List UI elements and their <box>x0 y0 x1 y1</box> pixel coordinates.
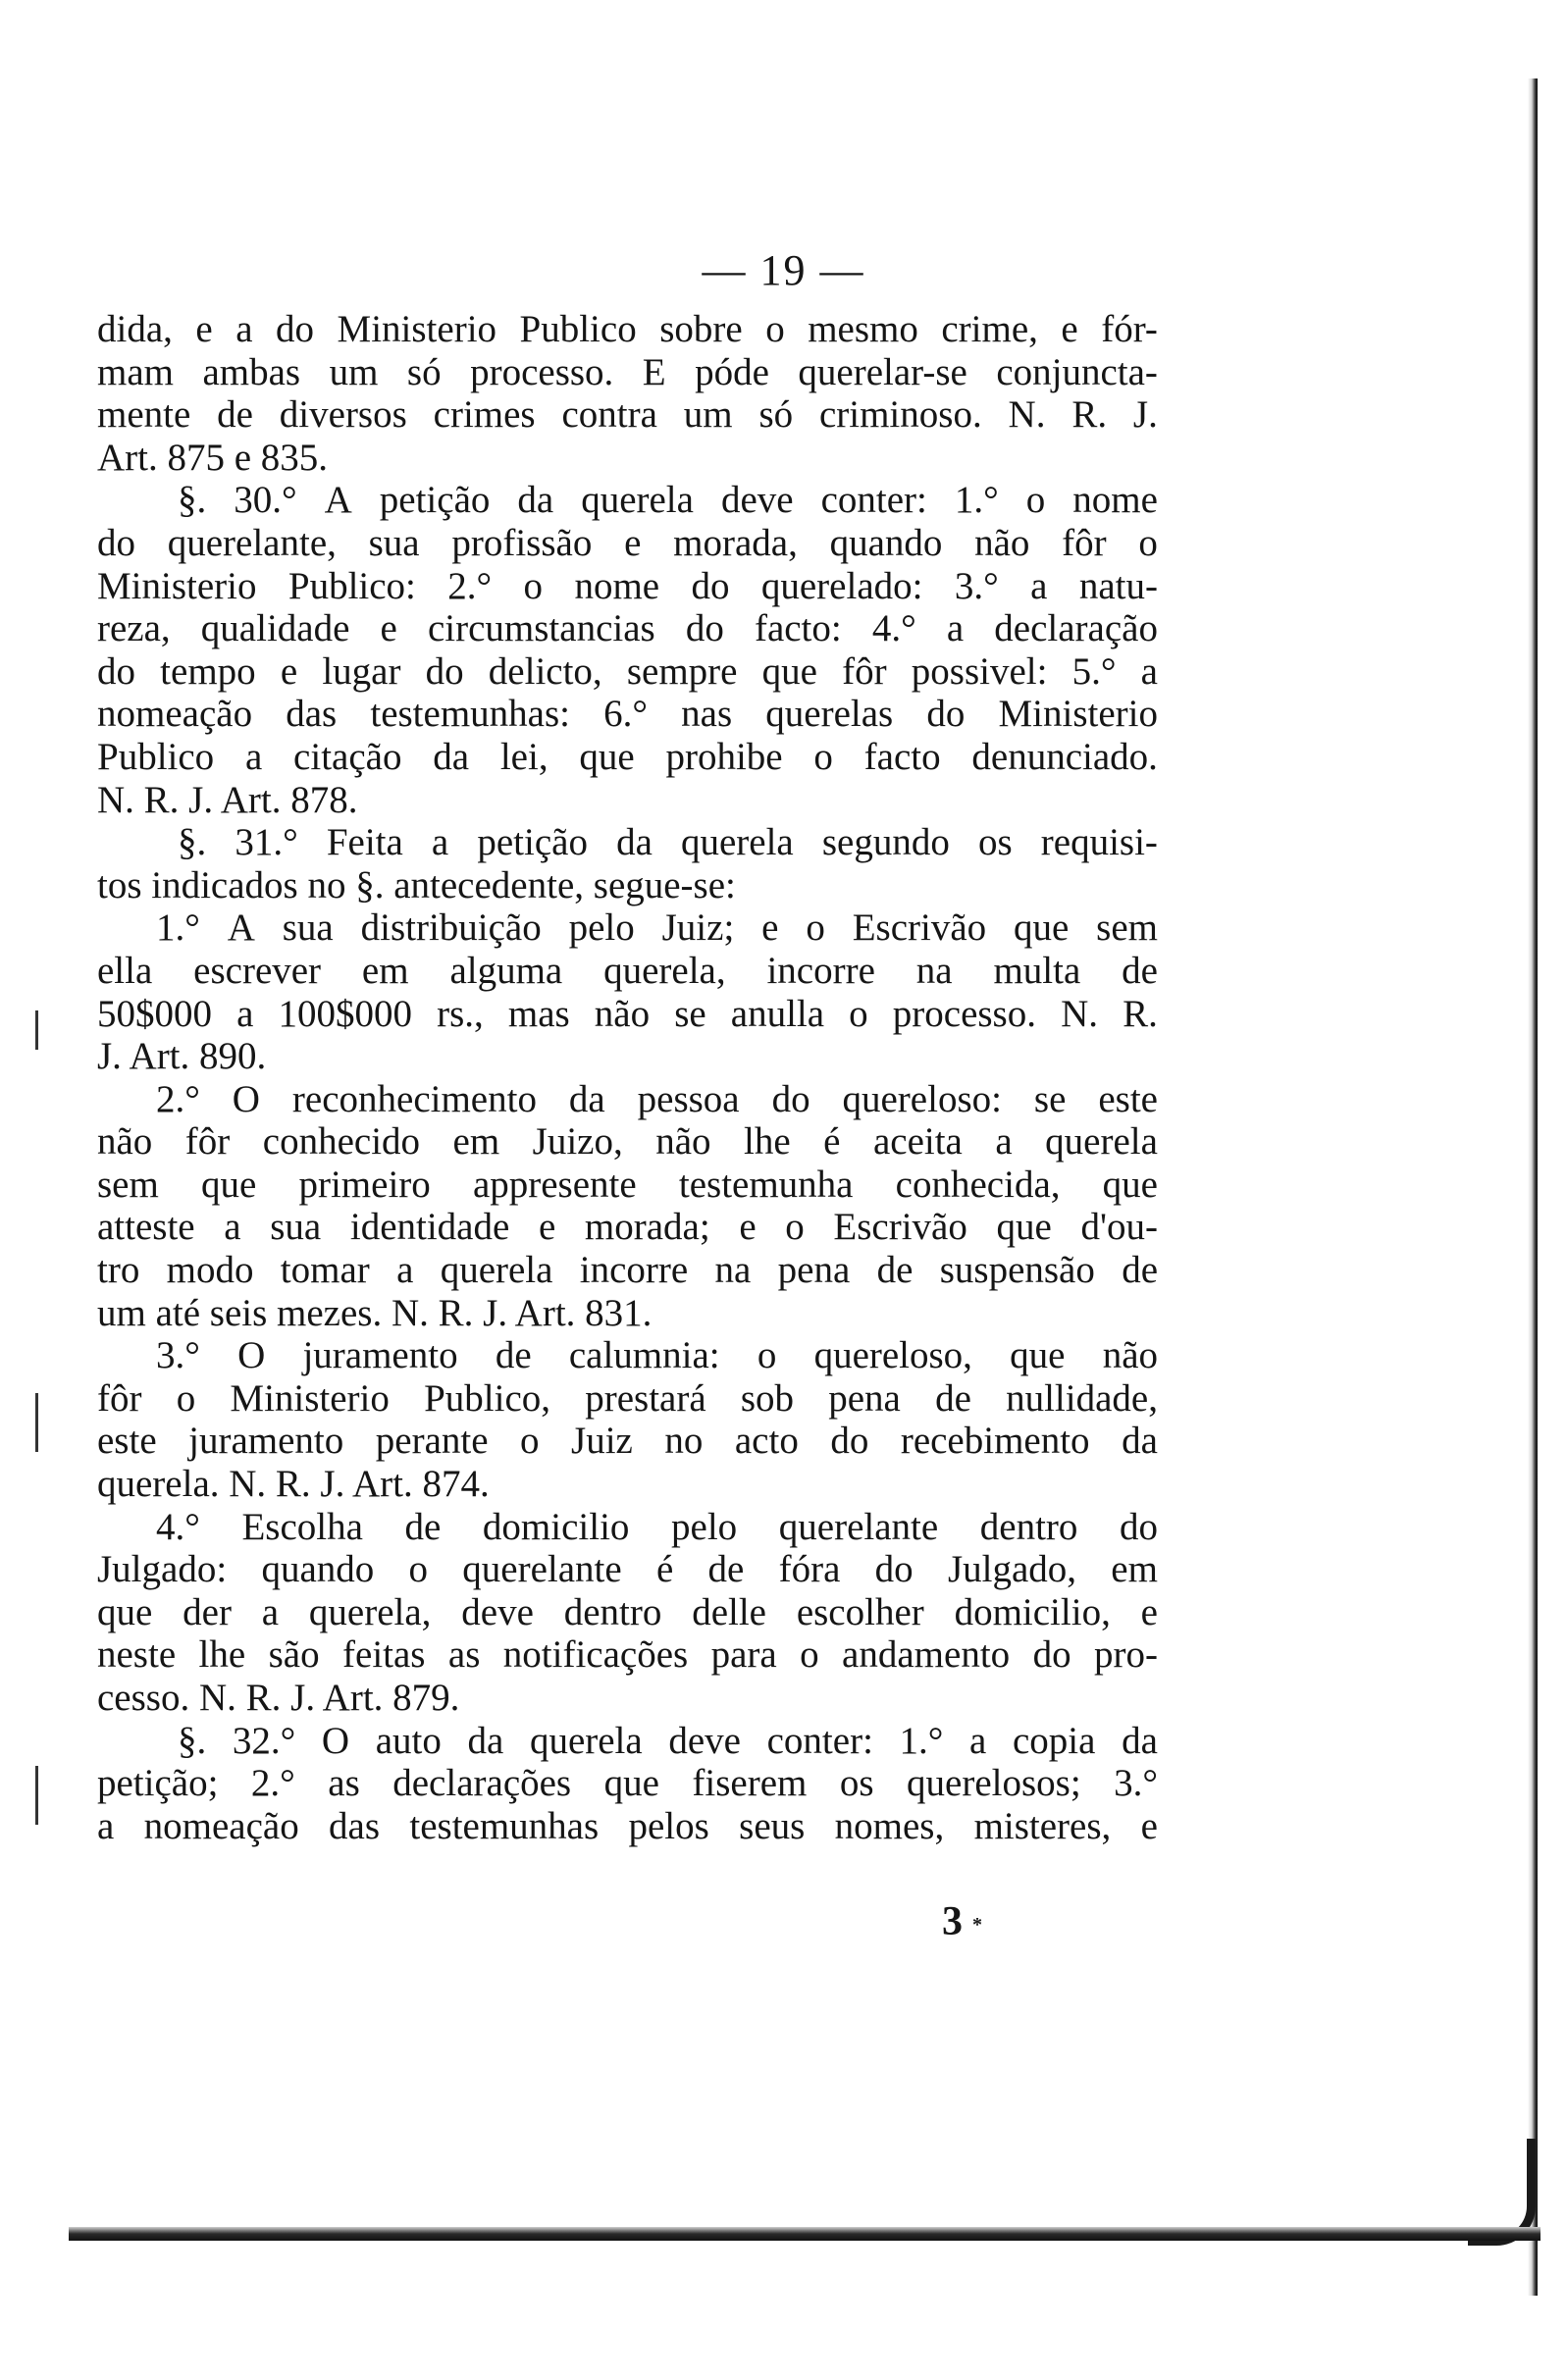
text-line: que der a querela, deve dentro delle escolher domicilio, e <box>97 1590 1158 1633</box>
scan-edge-bottom <box>69 2227 1541 2241</box>
section-32-start: §. 32.° O auto da querela deve conter: 1.° a copia da <box>178 1719 1158 1762</box>
item-3-start: 3.° O juramento de calumnia: o quereloso, que não <box>156 1334 1158 1377</box>
text-line: fôr o Ministerio Publico, prestará sob pena de nullidade, <box>97 1376 1158 1420</box>
text-line: este juramento perante o Juiz no acto do recebimento da <box>97 1420 1158 1463</box>
text-line: não fôr conhecido em Juizo, não lhe é aceita a querela <box>97 1120 1158 1164</box>
text-line: Publico a citação da lei, que prohibe o facto denunciado. <box>97 735 1158 778</box>
text-line: querela. N. R. J. Art. 874. <box>97 1463 490 1506</box>
text-line: N. R. J. Art. 878. <box>97 778 358 821</box>
item-2-start: 2.° O reconhecimento da pessoa do quereloso: se este <box>156 1077 1158 1120</box>
text-line: Ministerio Publico: 2.° o nome do querelado: 3.° a natu- <box>97 564 1158 607</box>
text-line: J. Art. 890. <box>97 1035 267 1078</box>
text-line: cesso. N. R. J. Art. 879. <box>97 1677 460 1719</box>
text-line: reza, qualidade e circumstancias do facto: 4.° a declaração <box>97 607 1158 650</box>
signature-mark <box>942 1898 982 1945</box>
scan-edge-right <box>1528 78 1538 2296</box>
item-4-start: 4.° Escolha de domicilio pelo querelante dentro do <box>156 1505 1158 1548</box>
section-31-start: §. 31.° Feita a petição da querela segundo os requisi- <box>178 821 1158 864</box>
text-line: um até seis mezes. N. R. J. Art. 831. <box>97 1291 653 1334</box>
text-line: neste lhe são feitas as notificações para o andamento do pro- <box>97 1633 1158 1677</box>
text-line: mam ambas um só processo. E póde querelar-se conjuncta- <box>97 350 1158 393</box>
scan-mark <box>35 1766 38 1825</box>
text-line: nomeação das testemunhas: 6.° nas querelas do Ministerio <box>97 693 1158 736</box>
text-line: tos indicados no §. antecedente, segue-se: <box>97 863 736 906</box>
signature-star: * <box>972 1913 982 1936</box>
text-line: 50$000 a 100$000 rs., mas não se anulla o processo. N. R. <box>97 992 1158 1035</box>
scan-mark <box>35 1010 38 1050</box>
section-30-start: §. 30.° A petição da querela deve conter: 1.° o nome <box>178 479 1158 522</box>
text-line: do tempo e lugar do delicto, sempre que fôr possivel: 5.° a <box>97 649 1158 693</box>
item-1-start: 1.° A sua distribuição pelo Juiz; e o Escrivão que sem <box>156 906 1158 950</box>
text-line: dida, e a do Ministerio Publico sobre o mesmo crime, e fór- <box>97 308 1158 350</box>
page-text <box>97 308 1158 1847</box>
text-line: tro modo tomar a querela incorre na pena de suspensão de <box>97 1249 1158 1292</box>
text-line: mente de diversos crimes contra um só criminoso. N. R. J. <box>97 393 1158 437</box>
text-line: petição; 2.° as declarações que fiserem os querelosos; 3.° <box>97 1762 1158 1805</box>
text-line: a nomeação das testemunhas pelos seus nomes, misteres, e <box>97 1804 1158 1847</box>
signature-number: 3 <box>942 1899 963 1944</box>
page-number: — 19 — <box>702 246 865 294</box>
text-line: sem que primeiro appresente testemunha conhecida, que <box>97 1163 1158 1206</box>
text-line: ella escrever em alguma querela, incorre na multa de <box>97 949 1158 992</box>
text-line: Art. 875 e 835. <box>97 436 329 479</box>
text-line: do querelante, sua profissão e morada, quando não fôr o <box>97 521 1158 564</box>
text-line: atteste a sua identidade e morada; e o Escrivão que d'ou- <box>97 1206 1158 1249</box>
text-line: Julgado: quando o querelante é de fóra do Julgado, em <box>97 1548 1158 1591</box>
scan-mark <box>35 1393 38 1452</box>
